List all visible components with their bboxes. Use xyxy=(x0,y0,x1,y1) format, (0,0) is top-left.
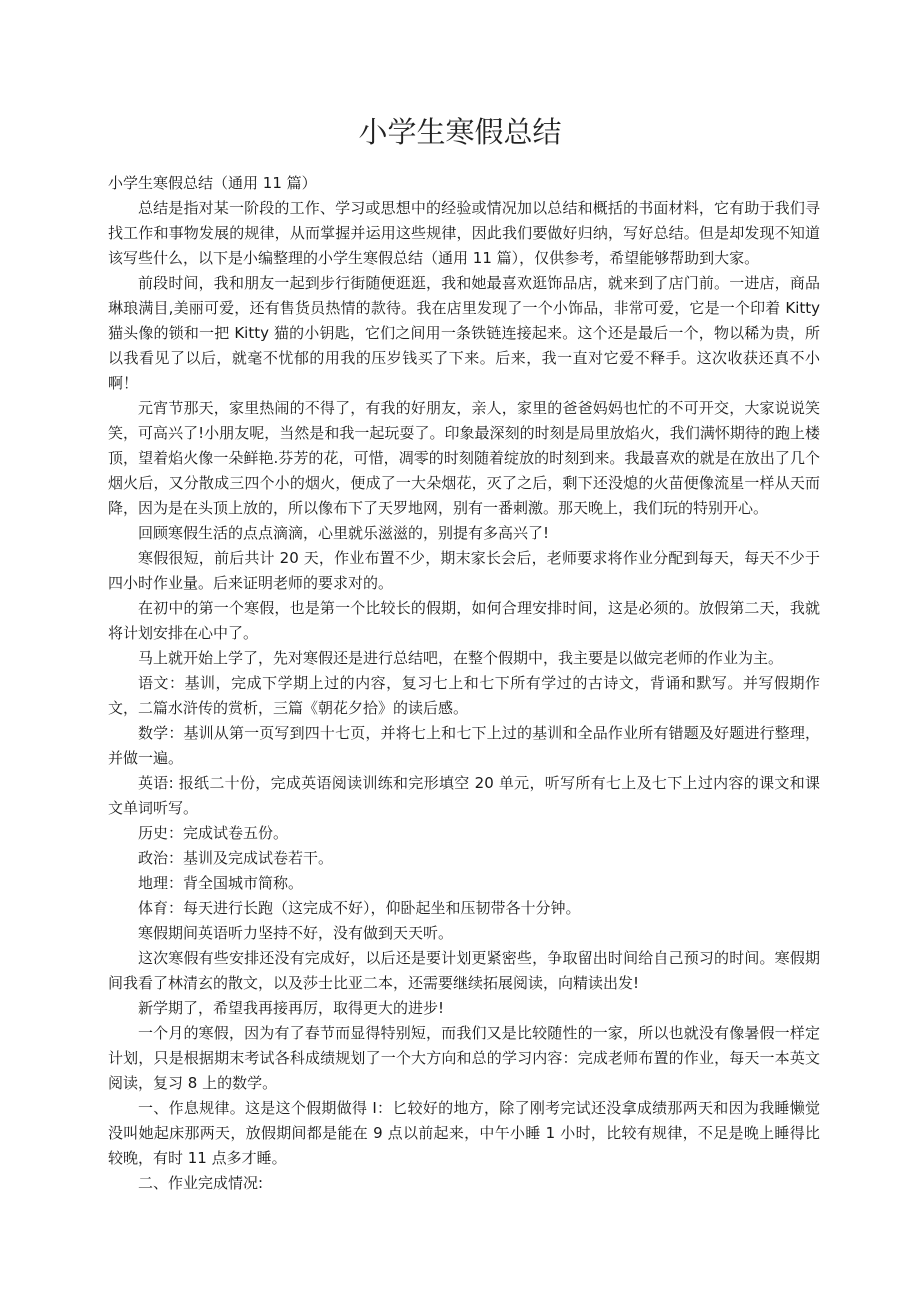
paragraph: 元宵节那天，家里热闹的不得了，有我的好朋友，亲人，家里的爸爸妈妈也忙的不可开交，大家说说笑笑，可高兴了!小朋友呢，当然是和我一起玩耍了。印象最深刻的时刻是局里放焰火，我们满怀期待的跑上楼顶，望着焰火像一朵鲜艳.芬芳的花，可惜，凋零的时刻随着绽放的时刻到来。我最喜欢的就是在放出了几个烟火后，又分散成三四个小的烟火，便成了一大朵烟花，灭了之后，剩下还没熄的火苗便像流星一样从天而降，因为是在头顶上放的，所以像布下了天罗地网，别有一番刺激。那天晚上，我们玩的特别开心。 xyxy=(108,399,820,517)
paragraph: 一、作息规律。这是这个假期做得 I：匕较好的地方，除了刚考完试还没拿成绩那两天和因为我睡懒觉没叫她起床那两天，放假期间都是能在 9 点以前起来，中午小睡 1 小时，比较有规律，不足是晚上睡得比较晚，有时 11 点多才睡。 xyxy=(108,1099,820,1167)
paragraph-geography: 地理：背全国城市简称。 xyxy=(138,874,304,892)
paragraph: 回顾寒假生活的点点滴滴，心里就乐滋滋的，别提有多高兴了! xyxy=(138,524,550,542)
paragraph: 前段时间，我和朋友一起到步行街随便逛逛，我和她最喜欢逛饰品店，就来到了店门前。一进店，商品琳琅满目,美丽可爱，还有售货员热情的款待。我在店里发现了一个小饰品，非常可爱，它是一个印着 Kitty 猫头像的锁和一把 Kitty 猫的小钥匙，它们之间用一条铁链连接起来。这个还是最后一个，物以稀为贵，所以我看见了以后，就毫不忧郁的用我的压岁钱买了下来。后来，我一直对它爱不释手。这次收获还真不小啊！ xyxy=(108,274,820,392)
document-title: 小学生寒假总结 xyxy=(358,115,562,149)
paragraph: 一个月的寒假，因为有了春节而显得特别短，而我们又是比较随性的一家，所以也就没有像暑假一样定计划，只是根据期末考试各科成绩规划了一个大方向和总的学习内容：完成老师布置的作业，每天一本英文阅读，复习 8 上的数学。 xyxy=(108,1024,820,1092)
document-subtitle: 小学生寒假总结（通用 11 篇） xyxy=(108,174,317,192)
paragraph-politics: 政治：基训及完成试卷若干。 xyxy=(138,849,334,867)
paragraph-english: 英语: 报纸二十份，完成英语阅读训练和完形填空 20 单元，听写所有七上及七下上过内容的课文和课文单词听写。 xyxy=(108,774,820,817)
paragraph-history: 历史：完成试卷五份。 xyxy=(138,824,289,842)
paragraph: 这次寒假有些安排还没有完成好，以后还是要计划更紧密些，争取留出时间给自己预习的时间。寒假期间我看了林清玄的散文，以及莎士比亚二本，还需要继续拓展阅读，向精读出发! xyxy=(108,949,820,992)
paragraph: 寒假很短，前后共计 20 天，作业布置不少，期末家长会后，老师要求将作业分配到每天，每天不少于四小时作业量。后来证明老师的要求对的。 xyxy=(108,549,820,592)
paragraph: 马上就开始上学了，先对寒假还是进行总结吧，在整个假期中，我主要是以做完老师的作业为主。 xyxy=(138,649,784,667)
paragraph: 寒假期间英语听力坚持不好，没有做到天天听。 xyxy=(138,924,454,942)
paragraph-chinese: 语文：基训，完成下学期上过的内容，复习七上和七下所有学过的古诗文，背诵和默写。并写假期作文，二篇水浒传的赏析，三篇《朝花夕拾》的读后感。 xyxy=(108,674,820,717)
paragraph-intro: 总结是指对某一阶段的工作、学习或思想中的经验或情况加以总结和概括的书面材料，它有助于我们寻找工作和事物发展的规律，从而掌握并运用这些规律，因此我们要做好归纳，写好总结。但是却发现不知道该写些什么，以下是小编整理的小学生寒假总结（通用 11 篇），仅供参考，希望能够帮助到大家。 xyxy=(108,199,820,267)
section-heading: 二、作业完成情况: xyxy=(138,1174,264,1192)
paragraph-pe: 体育：每天进行长跑（这完成不好），仰卧起坐和压韧带各十分钟。 xyxy=(138,899,581,917)
paragraph-math: 数学：基训从第一页写到四十七页，并将七上和七下上过的基训和全品作业所有错题及好题进行整理，并做一遍。 xyxy=(108,724,820,767)
paragraph: 新学期了，希望我再接再厉，取得更大的进步! xyxy=(138,999,445,1017)
paragraph: 在初中的第一个寒假，也是第一个比较长的假期，如何合理安排时间，这是必须的。放假第二天，我就将计划安排在心中了。 xyxy=(108,599,820,642)
document-body xyxy=(108,171,820,1196)
